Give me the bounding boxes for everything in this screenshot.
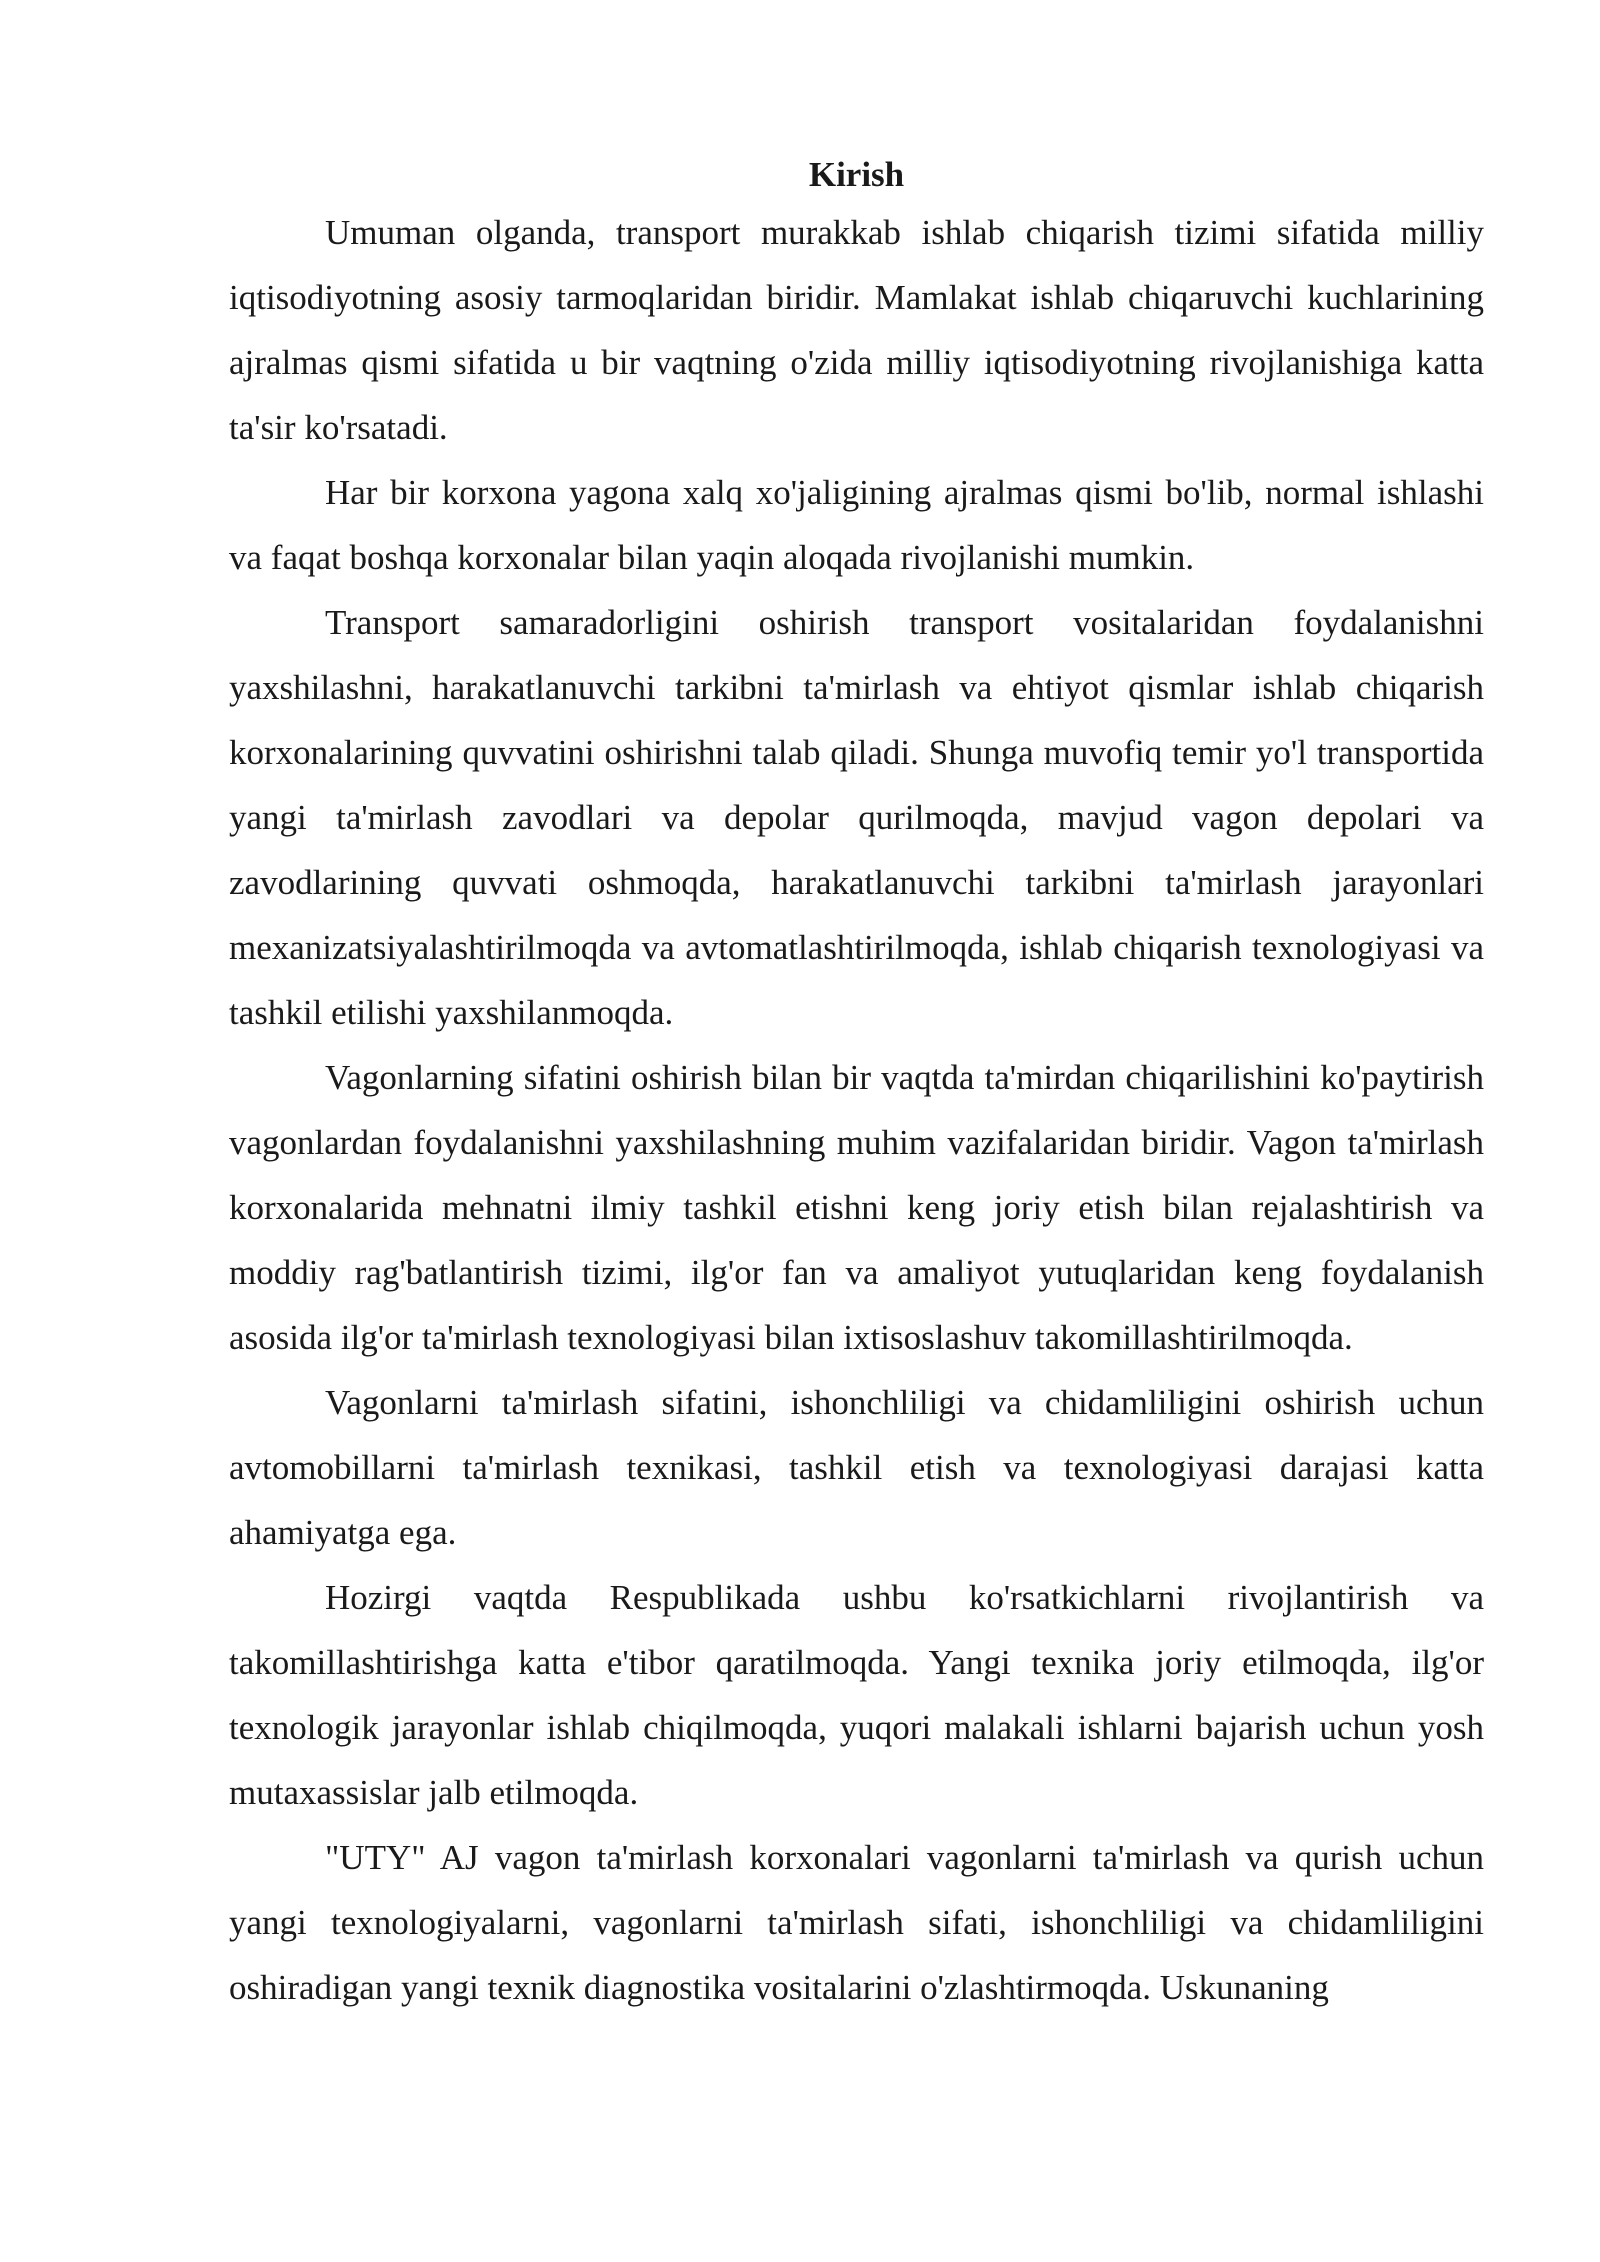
paragraph-7: "UTY" AJ vagon ta'mirlash korxonalari vagonlarni ta'mirlash va qurish uchun yangi texnologiyalarni, vagonlarni ta'mirlash sifati, ishonchliligi va chidamliligini oshiradigan yangi texnik diagnostika vositalarini o'zlashtirmoqda. Uskunaning — [229, 1838, 1484, 2007]
paragraph-3: Transport samaradorligini oshirish transport vositalaridan foydalanishni yaxshilashni, harakatlanuvchi tarkibni ta'mirlash va ehtiyot qismlar ishlab chiqarish korxonalarining quvvatini oshirishni talab qiladi. Shunga muvofiq temir yo'l transportida yangi ta'mirlash zavodlari va depolar qurilmoqda, mavjud vagon depolari va zavodlarining quvvati oshmoqda, harakatlanuvchi tarkibni ta'mirlash jarayonlari mexanizatsiyalashtirilmoqda va avtomatlashtirilmoqda, ishlab chiqarish texnologiyasi va tashkil etilishi yaxshilanmoqda. — [229, 603, 1484, 1032]
document-title: Kirish — [808, 155, 905, 194]
paragraph-6: Hozirgi vaqtda Respublikada ushbu ko'rsatkichlarni rivojlantirish va takomillashtirishga katta e'tibor qaratilmoqda. Yangi texnika joriy etilmoqda, ilg'or texnologik jarayonlar ishlab chiqilmoqda, yuqori malakali ishlarni bajarish uchun yosh mutaxassislar jalb etilmoqda. — [229, 1578, 1484, 1812]
paragraph-5: Vagonlarni ta'mirlash sifatini, ishonchliligi va chidamliligini oshirish uchun avtomobillarni ta'mirlash texnikasi, tashkil etish va texnologiyasi darajasi katta ahamiyatga ega. — [229, 1383, 1484, 1552]
paragraph-4: Vagonlarning sifatini oshirish bilan bir vaqtda ta'mirdan chiqarilishini ko'paytirish vagonlardan foydalanishni yaxshilashning muhim vazifalaridan biridir. Vagon ta'mirlash korxonalarida mehnatni ilmiy tashkil etishni keng joriy etish bilan rejalashtirish va moddiy rag'batlantirish tizimi, ilg'or fan va amaliyot yutuqlaridan keng foydalanish asosida ilg'or ta'mirlash texnologiyasi bilan ixtisoslashuv takomillashtirilmoqda. — [229, 1058, 1484, 1357]
document-body — [229, 150, 1484, 2020]
paragraph-2: Har bir korxona yagona xalq xo'jaligining ajralmas qismi bo'lib, normal ishlashi va faqat boshqa korxonalar bilan yaqin aloqada rivojlanishi mumkin. — [229, 473, 1484, 577]
paragraph-1: Umuman olganda, transport murakkab ishlab chiqarish tizimi sifatida milliy iqtisodiyotning asosiy tarmoqlaridan biridir. Mamlakat ishlab chiqaruvchi kuchlarining ajralmas qismi sifatida u bir vaqtning o'zida milliy iqtisodiyotning rivojlanishiga katta ta'sir ko'rsatadi. — [229, 213, 1484, 447]
